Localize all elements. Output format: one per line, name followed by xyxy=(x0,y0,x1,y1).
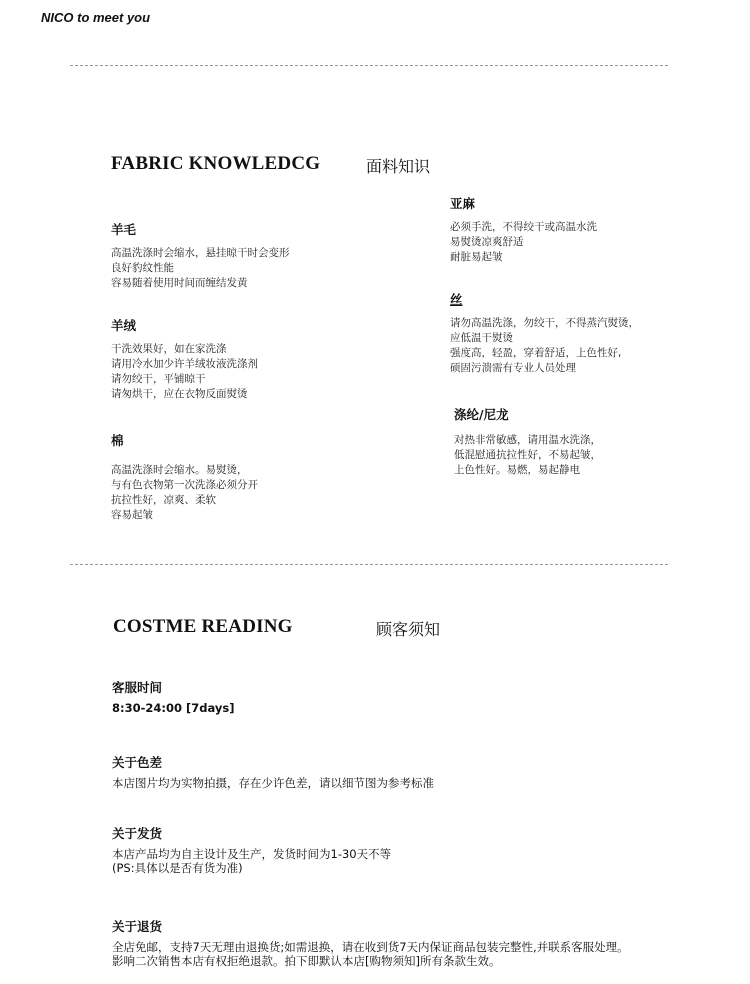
fabric-item-polyester xyxy=(454,405,601,478)
fabric-line: 容易随着使用时间而缠结发黄 xyxy=(111,277,248,289)
fabric-line: 高温洗涤时会缩水。易熨烫， xyxy=(111,464,248,476)
notice-title: 关于发货 xyxy=(112,826,163,841)
notice-returns xyxy=(112,917,629,968)
fabric-line: 与有色衣物第一次洗涤必须分开 xyxy=(111,479,258,491)
fabric-name: 亚麻 xyxy=(450,196,476,211)
notice-color xyxy=(112,753,434,790)
fabric-title-cn: 面料知识 xyxy=(366,157,431,176)
fabric-line: 必须手洗，不得绞干或高温水洗 xyxy=(450,221,597,233)
fabric-name: 丝 xyxy=(450,292,463,307)
brand-label: NICO to meet you xyxy=(41,10,151,25)
fabric-line: 上色性好。易燃，易起静电 xyxy=(454,464,580,476)
section-divider xyxy=(70,65,668,66)
notice-line: (PS:具体以是否有货为准) xyxy=(112,861,243,875)
fabric-title-en: FABRIC KNOWLEDCG xyxy=(111,153,321,174)
section-divider xyxy=(70,564,668,565)
fabric-line: 请用冷水加少许羊绒妆液洗涤剂 xyxy=(111,358,258,370)
notice-title: 客服时间 xyxy=(112,680,163,695)
notice-hours xyxy=(112,678,234,715)
fabric-name: 涤纶/尼龙 xyxy=(454,407,509,422)
fabric-line: 请勿绞干，平铺晾干 xyxy=(111,373,206,385)
notice-title: 关于退货 xyxy=(112,919,163,934)
customer-title-en: COSTME READING xyxy=(113,616,293,637)
fabric-line: 抗拉性好，凉爽、柔软 xyxy=(111,494,216,506)
notice-shipping xyxy=(112,824,391,875)
fabric-item-linen xyxy=(450,194,597,265)
fabric-line: 良好豹纹性能 xyxy=(111,262,174,274)
notice-line: 8:30-24:00 [7days] xyxy=(112,701,235,715)
fabric-line: 干洗效果好，如在家洗涤 xyxy=(111,343,227,355)
fabric-line: 高温洗涤时会缩水，悬挂晾干时会变形 xyxy=(111,247,290,259)
fabric-item-cotton xyxy=(111,431,258,523)
fabric-line: 强度高，轻盈，穿着舒适，上色性好, xyxy=(450,347,622,359)
fabric-item-cashmere xyxy=(111,316,258,402)
fabric-line: 硕固污溃需有专业人员处理 xyxy=(450,362,576,374)
notice-line: 本店图片均为实物拍摄，存在少许色差，请以细节图为参考标准 xyxy=(112,776,434,790)
fabric-item-wool xyxy=(111,220,290,291)
fabric-line: 对热非常敏感，请用温水洗涤， xyxy=(454,434,601,446)
fabric-line: 应低温干熨烫 xyxy=(450,332,513,344)
notice-line: 全店免邮，支持7天无理由退换货;如需退换，请在收到货7天内保证商品包装完整性,并联系客服处理。 xyxy=(112,940,629,954)
fabric-line: 容易起皱 xyxy=(111,509,153,521)
fabric-line: 请勿高温洗涤，勿绞干，不得蒸汽熨烫， xyxy=(450,317,639,329)
notice-line: 影响二次销售本店有权拒绝退款。拍下即默认本店[购物须知]所有条款生效。 xyxy=(112,954,501,968)
fabric-name: 羊绒 xyxy=(111,318,137,333)
fabric-item-silk xyxy=(450,290,639,376)
fabric-name: 棉 xyxy=(111,433,124,448)
notice-line: 本店产品均为自主设计及生产，发货时间为1-30天不等 xyxy=(112,847,392,861)
fabric-name: 羊毛 xyxy=(111,222,137,237)
fabric-line: 低混慰通抗拉性好，不易起皱， xyxy=(454,449,601,461)
fabric-line: 易熨烫凉爽舒适 xyxy=(450,236,524,248)
customer-title-cn: 顾客须知 xyxy=(376,620,441,639)
notice-title: 关于色差 xyxy=(112,755,163,770)
fabric-line: 请匆烘干，应在衣物反面熨烫 xyxy=(111,388,248,400)
fabric-line: 耐脏易起皱 xyxy=(450,251,503,263)
